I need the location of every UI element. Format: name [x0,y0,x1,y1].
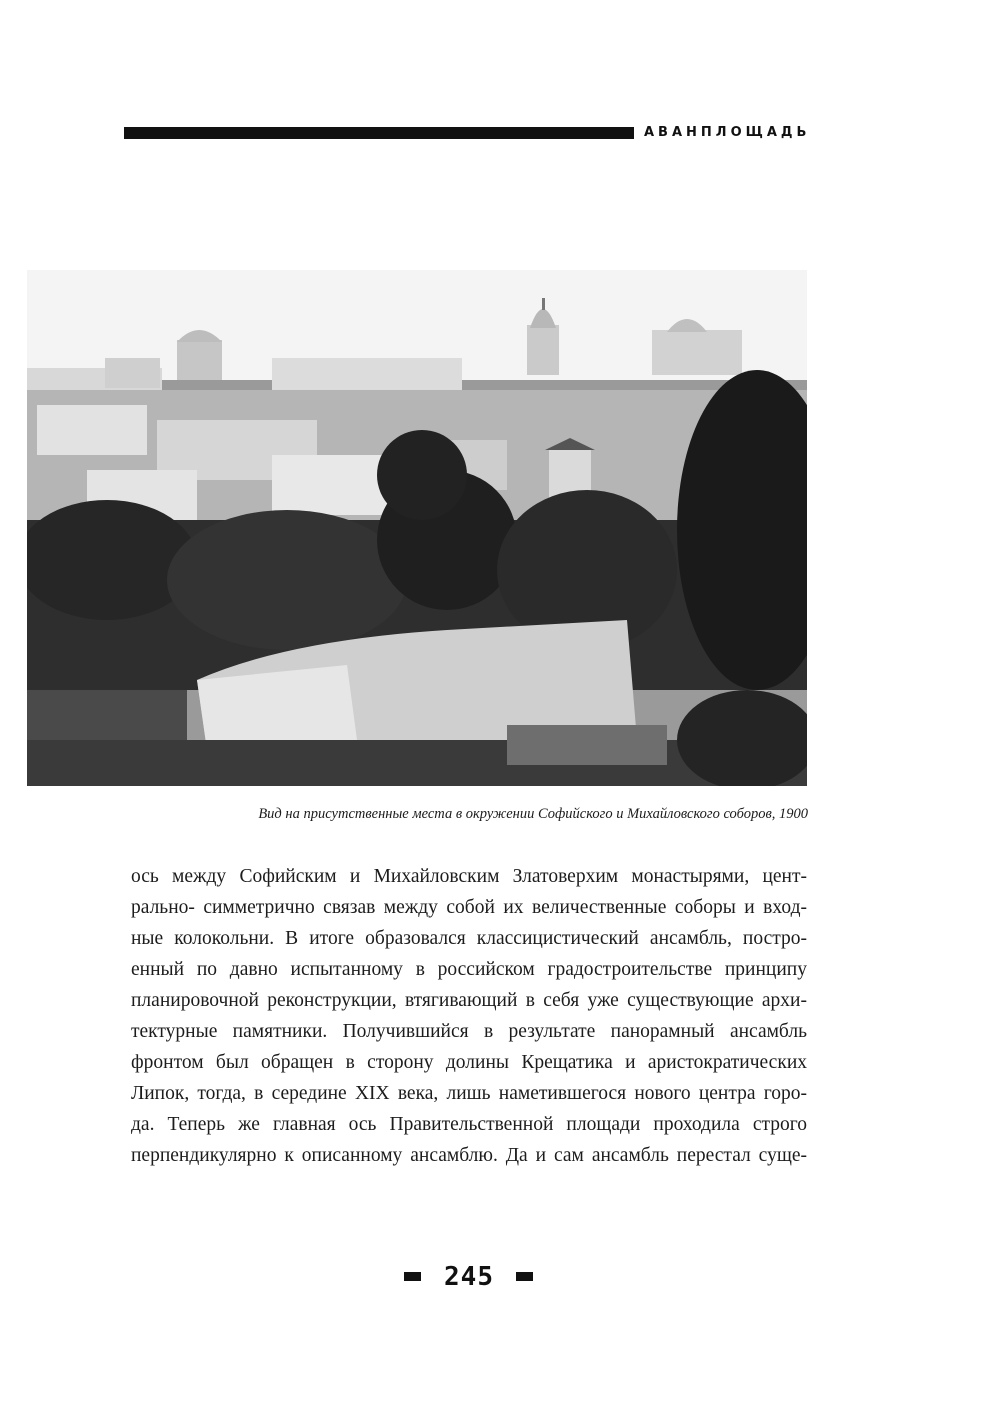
body-line: перпендикулярно к описанному ансамблю. Да и сам ансамбль перестал суще- [131,1145,807,1166]
historic-panorama-photo [27,270,807,786]
body-line: планировочной реконструкции, втягивающий в себя уже существующие архи- [131,990,807,1011]
photo-placeholder-svg [27,270,807,786]
running-header-title: АВАНПЛОЩАДЬ [644,125,811,140]
body-line: Липок, тогда, в середине XIX века, лишь наметившегося нового центра горо- [131,1083,807,1104]
body-line: ные колокольни. В итоге образовался классицистический ансамбль, постро- [131,928,807,949]
body-line: да. Теперь же главная ось Правительственной площади проходила строго [131,1114,807,1135]
body-line: тектурные памятники. Получившийся в результате панорамный ансамбль [131,1021,807,1042]
body-line: ось между Софийским и Михайловским Златоверхим монастырями, цент- [131,866,807,887]
page-number: 245 [444,1262,494,1292]
photo-caption: Вид на присутственные места в окружении Софийского и Михайловского соборов, 1900 [258,806,808,822]
body-line: енный по давно испытанному в российском градостроительстве принципу [131,959,807,980]
header-rule [124,127,634,139]
body-line: фронтом был обращен в сторону долины Крещатика и аристократических [131,1052,807,1073]
page-number-bar-right [516,1272,533,1281]
page-footer [404,1262,534,1292]
body-paragraph [131,861,807,1171]
page-number-bar-left [404,1272,421,1281]
body-line: рально- симметрично связав между собой их величественные соборы и вход- [131,897,807,918]
